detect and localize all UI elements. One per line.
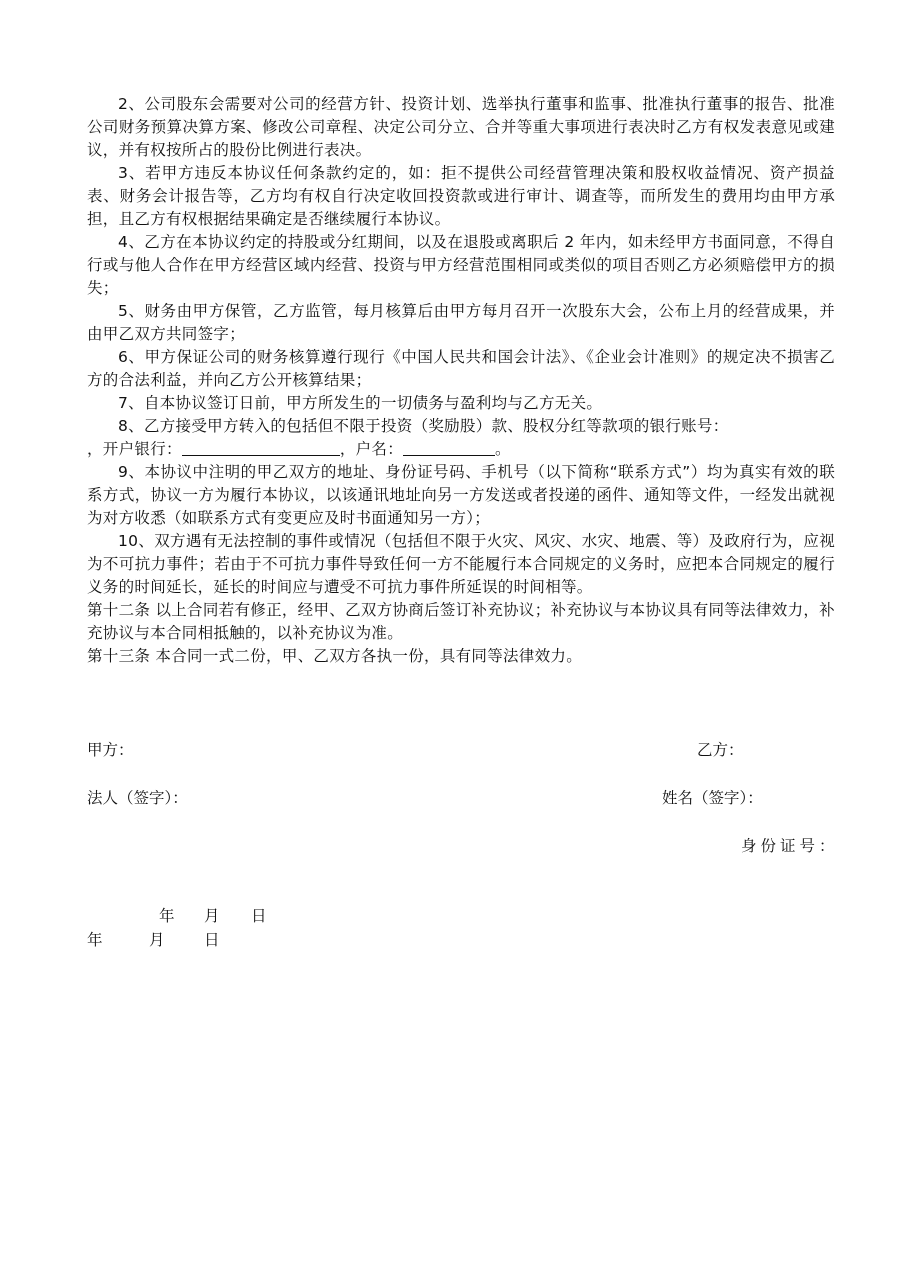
article-13: 第十三条 本合同一式二份，甲、乙双方各执一份，具有同等法律效力。	[87, 647, 583, 665]
clause-6: 6、甲方保证公司的财务核算遵行现行《中国人民共和国会计法》、《企业会计准则》的规定决不损害乙方的合法利益，并向乙方公开核算结果；	[87, 348, 835, 389]
clause-3: 3、若甲方违反本协议任何条款约定的，如：拒不提供公司经营管理决策和股权收益情况、资产损益表、财务会计报告等，乙方均有权自行决定收回投资款或进行审计、调查等，而所发生的费用均由甲方承担，且乙方有权根据结果确定是否继续履行本协议。	[87, 164, 835, 228]
clause-10: 10、双方遇有无法控制的事件或情况（包括但不限于火灾、风灾、水灾、地震、等）及政府行为，应视为不可抗力事件；若由于不可抗力事件导致任何一方不能履行本合同规定的义务时，应把本合同规定的履行义务的时间延长，延长的时间应与遭受不可抗力事件所延误的时间相等。	[87, 532, 835, 596]
date-b-year: 年	[87, 931, 103, 949]
clause-2: 2、公司股东会需要对公司的经营方针、投资计划、选举执行董事和监事、批准执行董事的报告、批准公司财务预算决算方案、修改公司章程、决定公司分立、合并等重大事项进行表决时乙方有权发表意见或建议，并有权按所占的股份比例进行表决。	[87, 95, 835, 159]
date-b-day: 日	[204, 931, 220, 949]
clause-4: 4、乙方在本协议约定的持股或分红期间，以及在退股或离职后 2 年内，如未经甲方书面同意，不得自行或与他人合作在甲方经营区域内经营、投资与甲方经营范围相同或类似的项目否则乙方必须赔偿甲方的损失；	[87, 233, 835, 297]
clause-8	[87, 415, 835, 438]
date-b-month: 月	[149, 931, 165, 949]
account-name-blank	[403, 439, 495, 456]
legal-person-sign-label: 法人（签字）：	[87, 789, 188, 807]
contract-body	[87, 93, 835, 668]
clause-5: 5、财务由甲方保管，乙方监管，每月核算后由甲方每月召开一次股东大会，公布上月的经营成果，并由甲乙双方共同签字；	[87, 302, 835, 343]
clause-9: 9、本协议中注明的甲乙双方的地址、身份证号码、手机号（以下简称“联系方式”）均为真实有效的联系方式，协议一方为履行本协议，以该通讯地址向另一方发送或者投递的函件、通知等文件，一经发出就视为对方收悉（如联系方式有变更应及时书面通知另一方）；	[87, 463, 835, 527]
bank-blank	[182, 439, 340, 456]
date-a-year: 年	[159, 907, 175, 925]
bank-line-end: 。	[495, 440, 511, 458]
account-name-label: ，户名：	[339, 440, 404, 458]
clause-7: 7、自本协议签订日前，甲方所发生的一切债务与盈利均与乙方无关。	[118, 394, 603, 412]
bank-label: ，开户银行：	[87, 440, 182, 458]
clause-8-bank-line	[87, 438, 835, 461]
clause-8-text: 8、乙方接受甲方转入的包括但不限于投资（奖励股）款、股权分红等款项的银行账号：	[118, 417, 729, 435]
party-b-label: 乙方：	[697, 741, 744, 759]
name-sign-label: 姓名（签字）：	[662, 789, 763, 807]
party-a-label: 甲方：	[87, 741, 134, 759]
article-12: 第十二条 以上合同若有修正，经甲、乙双方协商后签订补充协议；补充协议与本协议具有同等法律效力，补充协议与本合同相抵触的，以补充协议为准。	[87, 601, 835, 642]
date-a-day: 日	[251, 907, 267, 925]
id-number-label: 身份证号：	[741, 837, 839, 855]
date-a-month: 月	[204, 907, 220, 925]
